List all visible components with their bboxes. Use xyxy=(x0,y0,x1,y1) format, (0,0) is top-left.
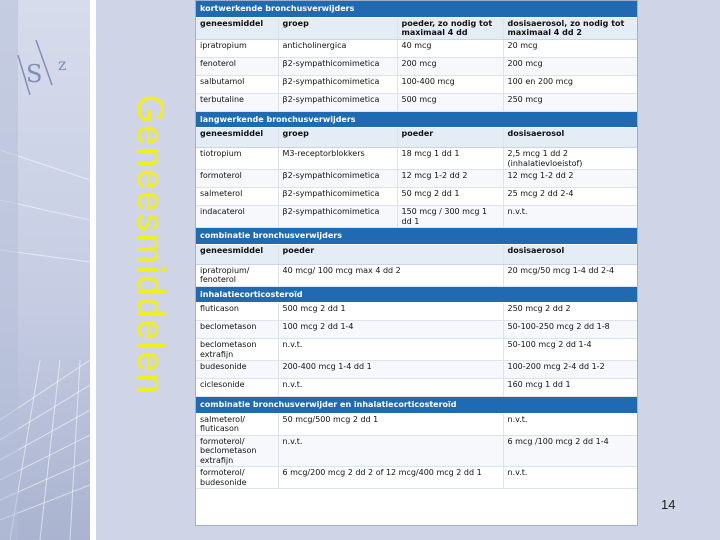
table-cell: 250 mcg 2 dd 2 xyxy=(503,303,638,321)
table-row xyxy=(196,93,638,111)
section-title: kortwerkende bronchusverwijders xyxy=(196,1,638,17)
column-header: geneesmiddel xyxy=(196,244,278,264)
table-cell: beclometason extrafijn xyxy=(196,339,278,361)
column-header: poeder xyxy=(397,128,503,148)
column-header-row xyxy=(196,128,638,148)
table-cell: 2,5 mcg 1 dd 2 (inhalatievloeistof) xyxy=(503,148,638,170)
table-cell: β2-sympathicomimetica xyxy=(278,188,397,206)
table-cell: ciclesonide xyxy=(196,379,278,397)
table-cell: 40 mcg/ 100 mcg max 4 dd 2 xyxy=(278,264,503,286)
table-row xyxy=(196,379,638,397)
table-row xyxy=(196,75,638,93)
section-header xyxy=(196,228,638,245)
table-cell: 50 mcg/500 mcg 2 dd 1 xyxy=(278,413,503,435)
table-cell: 40 mcg xyxy=(397,39,503,57)
table-cell: n.v.t. xyxy=(278,339,503,361)
table-row xyxy=(196,39,638,57)
building-graphic xyxy=(0,0,90,540)
table-cell: n.v.t. xyxy=(503,206,638,228)
table-cell: formoterol/ beclometason extrafijn xyxy=(196,435,278,467)
table-cell: formoterol xyxy=(196,170,278,188)
table-row xyxy=(196,321,638,339)
logo-letter-s: S xyxy=(26,60,43,88)
table-cell: n.v.t. xyxy=(278,379,503,397)
table-cell: 200 mcg xyxy=(503,57,638,75)
table-cell: 200 mcg xyxy=(397,57,503,75)
table-cell: 12 mcg 1-2 dd 2 xyxy=(397,170,503,188)
section-header xyxy=(196,111,638,128)
table-cell: 100 en 200 mcg xyxy=(503,75,638,93)
section-header xyxy=(196,286,638,303)
table-row xyxy=(196,170,638,188)
table-cell: fenoterol xyxy=(196,57,278,75)
table-row xyxy=(196,339,638,361)
table-cell: salmeterol/ fluticason xyxy=(196,413,278,435)
table-cell: β2-sympathicomimetica xyxy=(278,93,397,111)
table-cell: salmeterol xyxy=(196,188,278,206)
table-cell: 500 mcg xyxy=(397,93,503,111)
table-cell: anticholinergica xyxy=(278,39,397,57)
table-cell: formoterol/ budesonide xyxy=(196,467,278,489)
table-cell: 20 mcg/50 mcg 1-4 dd 2-4 xyxy=(503,264,638,286)
section-header xyxy=(196,1,638,17)
table-cell: n.v.t. xyxy=(503,413,638,435)
table-cell: ipratropium xyxy=(196,39,278,57)
table-cell: salbutamol xyxy=(196,75,278,93)
column-header: dosisaerosol, zo nodig tot maximaal 4 dd 2 xyxy=(503,17,638,39)
logo-letter-z: z xyxy=(58,55,67,74)
table-row xyxy=(196,264,638,286)
table-cell: 150 mcg / 300 mcg 1 dd 1 xyxy=(397,206,503,228)
table-cell: β2-sympathicomimetica xyxy=(278,75,397,93)
table-cell: 100-200 mcg 2-4 dd 1-2 xyxy=(503,361,638,379)
table-cell: 500 mcg 2 dd 1 xyxy=(278,303,503,321)
table-cell: tiotropium xyxy=(196,148,278,170)
page-number: 14 xyxy=(661,497,676,512)
table-cell: M3-receptorblokkers xyxy=(278,148,397,170)
column-header: groep xyxy=(278,17,397,39)
table-row xyxy=(196,57,638,75)
section-title: inhalatiecorticosteroïd xyxy=(196,286,638,303)
column-header: poeder xyxy=(278,244,503,264)
column-header-row xyxy=(196,244,638,264)
table-cell: 6 mcg/200 mcg 2 dd 2 of 12 mcg/400 mcg 2 dd 1 xyxy=(278,467,503,489)
table-cell: n.v.t. xyxy=(503,467,638,489)
table-cell: β2-sympathicomimetica xyxy=(278,206,397,228)
table-cell: β2-sympathicomimetica xyxy=(278,57,397,75)
section-title: combinatie bronchusverwijders xyxy=(196,228,638,245)
column-header: dosisaerosol xyxy=(503,244,638,264)
column-header-row xyxy=(196,17,638,39)
panel-divider xyxy=(90,0,96,540)
medication-table-panel xyxy=(195,0,638,526)
table-cell: 25 mcg 2 dd 2-4 xyxy=(503,188,638,206)
table-cell: ipratropium/ fenoterol xyxy=(196,264,278,286)
medication-table xyxy=(196,1,638,489)
column-header: geneesmiddel xyxy=(196,17,278,39)
table-row xyxy=(196,413,638,435)
table-cell: 50 mcg 2 dd 1 xyxy=(397,188,503,206)
table-cell: 12 mcg 1-2 dd 2 xyxy=(503,170,638,188)
table-cell: terbutaline xyxy=(196,93,278,111)
column-header: geneesmiddel xyxy=(196,128,278,148)
table-row xyxy=(196,435,638,467)
table-cell: fluticason xyxy=(196,303,278,321)
table-row xyxy=(196,467,638,489)
column-header: poeder, zo nodig tot maximaal 4 dd xyxy=(397,17,503,39)
section-title: langwerkende bronchusverwijders xyxy=(196,111,638,128)
table-cell: 100 mcg 2 dd 1-4 xyxy=(278,321,503,339)
table-cell: 160 mcg 1 dd 1 xyxy=(503,379,638,397)
table-row xyxy=(196,303,638,321)
table-cell: 200-400 mcg 1-4 dd 1 xyxy=(278,361,503,379)
table-cell: 20 mcg xyxy=(503,39,638,57)
column-header: dosisaerosol xyxy=(503,128,638,148)
table-row xyxy=(196,148,638,170)
slide-title: Geneesmiddelen xyxy=(130,94,171,396)
table-cell: 50-100-250 mcg 2 dd 1-8 xyxy=(503,321,638,339)
decorative-side-panel xyxy=(0,0,90,540)
section-header xyxy=(196,397,638,414)
table-cell: 250 mcg xyxy=(503,93,638,111)
table-row xyxy=(196,206,638,228)
table-cell: β2-sympathicomimetica xyxy=(278,170,397,188)
section-title: combinatie bronchusverwijder en inhalatiecorticosteroïd xyxy=(196,397,638,414)
table-cell: 50-100 mcg 2 dd 1-4 xyxy=(503,339,638,361)
table-row xyxy=(196,361,638,379)
table-cell: beclometason xyxy=(196,321,278,339)
table-cell: 100-400 mcg xyxy=(397,75,503,93)
table-cell: 6 mcg /100 mcg 2 dd 1-4 xyxy=(503,435,638,467)
table-cell: n.v.t. xyxy=(278,435,503,467)
table-cell: 18 mcg 1 dd 1 xyxy=(397,148,503,170)
table-cell: indacaterol xyxy=(196,206,278,228)
table-row xyxy=(196,188,638,206)
column-header: groep xyxy=(278,128,397,148)
table-cell: budesonide xyxy=(196,361,278,379)
